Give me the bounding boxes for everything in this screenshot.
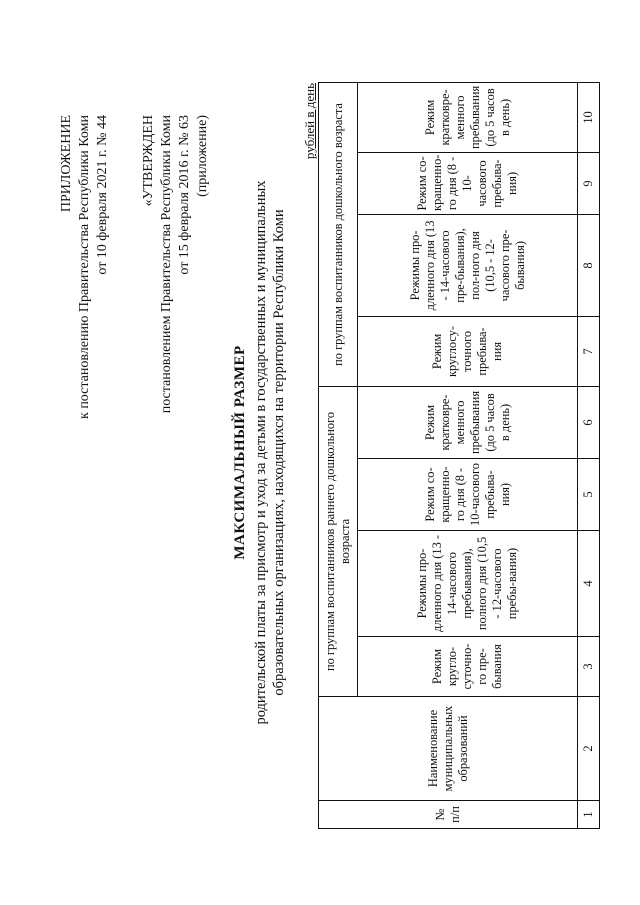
approved-note: (приложение) [195, 115, 210, 197]
fee-table [318, 82, 600, 829]
sub-preschool-header: Режимы про-дленного дня (13 - 14-часового пре-бывания), пол-ного дня (10,5 - 12-часового пре-бывания) [358, 214, 578, 316]
group-preschool-header: по группам воспитанников дошкольного возраста [319, 82, 358, 386]
approved-label: «УТВЕРЖДЕН [141, 115, 156, 207]
col-name-header: Наименование муниципальных образований [319, 697, 578, 801]
sub-early-header: Режимы про-дленного дня (13 - 14-часового пребывания), полного дня (10,5 - 12-часового пребы-вания) [358, 531, 578, 637]
sub-preschool-header: Режим со-кращенно-го дня (8 - 10-часового пребыва-ния) [358, 152, 578, 214]
resolution-date: от 10 февраля 2021 г. № 44 [95, 115, 110, 275]
column-number: 2 [578, 697, 600, 801]
document-subtitle [252, 0, 288, 905]
column-number: 4 [578, 531, 600, 637]
resolution-line: к постановлению Правительства Республики Коми [77, 115, 92, 419]
column-number: 7 [578, 316, 600, 386]
sub-early-header: Режим кратковре-менного пребывания (до 5 часов в день) [358, 386, 578, 458]
column-number: 5 [578, 459, 600, 531]
sub-preschool-header: Режим кратковре-менного пребывания (до 5 часов в день) [358, 82, 578, 152]
subtitle-line-1: родительской платы за присмотр и уход за детьми в государственных и муниципальных [253, 180, 269, 725]
appendix-block [58, 115, 112, 419]
approved-block [140, 115, 212, 413]
appendix-label: ПРИЛОЖЕНИЕ [59, 115, 74, 213]
group-early-header: по группам воспитанников раннего дошкольного возраста [319, 386, 358, 696]
column-number: 6 [578, 386, 600, 458]
subtitle-line-2: образовательных организациях, находящихся на территории Республики Коми [271, 209, 287, 696]
column-number: 8 [578, 214, 600, 316]
sub-early-header: Режим со-кращенно-го дня (8 - 10-часового пребыва-ния) [358, 459, 578, 531]
column-number-row [578, 82, 600, 828]
units-label: рублей в день [302, 83, 317, 160]
approved-date: от 15 февраля 2016 г. № 63 [177, 115, 192, 275]
column-number: 1 [578, 801, 600, 829]
approved-by: постановлением Правительства Республики Коми [159, 115, 174, 414]
sub-preschool-header: Режим круглосу-точного пребыва-ния [358, 316, 578, 386]
document-title: МАКСИМАЛЬНЫЙ РАЗМЕР [232, 345, 248, 560]
table-header-row-1 [319, 82, 358, 828]
column-number: 10 [578, 82, 600, 152]
sub-early-header: Режим кругло-суточно-го пре-бывания [358, 637, 578, 697]
col-number-header: № п/п [319, 801, 578, 829]
column-number: 9 [578, 152, 600, 214]
column-number: 3 [578, 637, 600, 697]
